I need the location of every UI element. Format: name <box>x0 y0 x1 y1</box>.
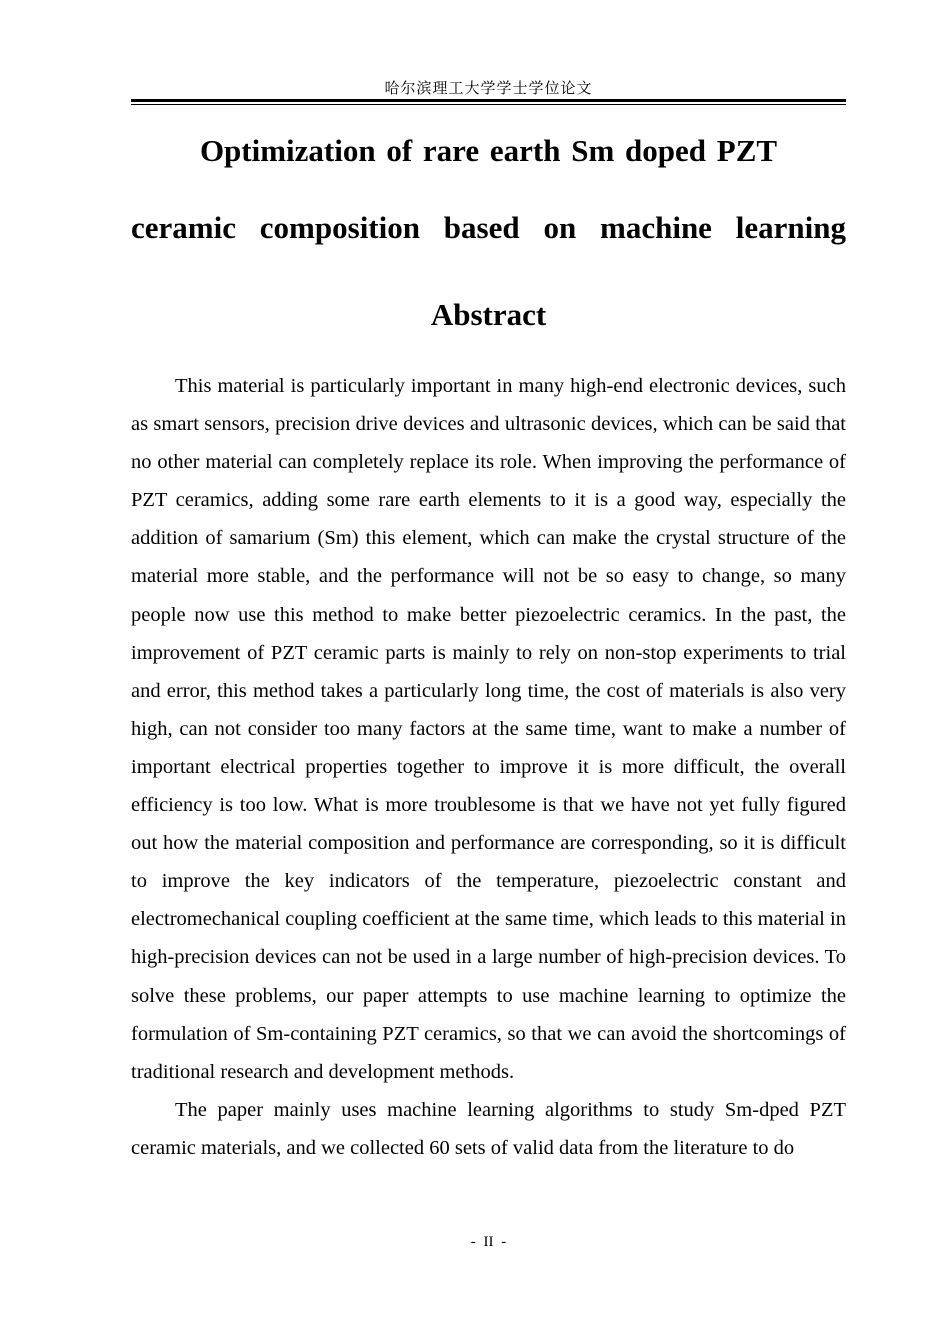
abstract-paragraph: This material is particularly important in many high-end electronic devices, such as smart sensors, precision drive devices and ultrasonic devices, which can be said that no other material can completely replace its role. When improving the performance of PZT ceramics, adding some rare earth elements to it is a good way, especially the addition of samarium (Sm) this element, which can make the crystal structure of the material more stable, and the performance will not be so easy to change, so many people now use this method to make better piezoelectric ceramics. In the past, the improvement of PZT ceramic parts is mainly to rely on non-stop experiments to trial and error, this method takes a particularly long time, the cost of materials is also very high, can not consider too many factors at the same time, want to make a number of important electrical properties together to improve it is more difficult, the overall efficiency is too low. What is more troublesome is that we have not yet fully figured out how the material composition and performance are corresponding, so it is difficult to improve the key indicators of the temperature, piezoelectric constant and electromechanical coupling coefficient at the same time, which leads to this material in high-precision devices can not be used in a large number of high-precision devices. To solve these problems, our paper attempts to use machine learning to optimize the formulation of Sm-containing PZT ceramics, so that we can avoid the shortcomings of traditional research and development methods. <box>131 375 846 1083</box>
header-rule-thick <box>131 99 846 102</box>
header-rule-thin <box>131 104 846 105</box>
abstract-heading: Abstract <box>430 297 547 332</box>
abstract-body <box>131 367 846 1167</box>
thesis-title-line-2: ceramic composition based on machine learning <box>131 210 846 245</box>
thesis-title-line-1: Optimization of rare earth Sm doped PZT <box>199 133 778 168</box>
page-number: - II - <box>470 1234 507 1250</box>
abstract-paragraph: The paper mainly uses machine learning algorithms to study Sm-dped PZT ceramic materials, and we collected 60 sets of valid data from the literature to do <box>131 1098 846 1159</box>
running-header: 哈尔滨理工大学学士学位论文 <box>384 79 593 97</box>
